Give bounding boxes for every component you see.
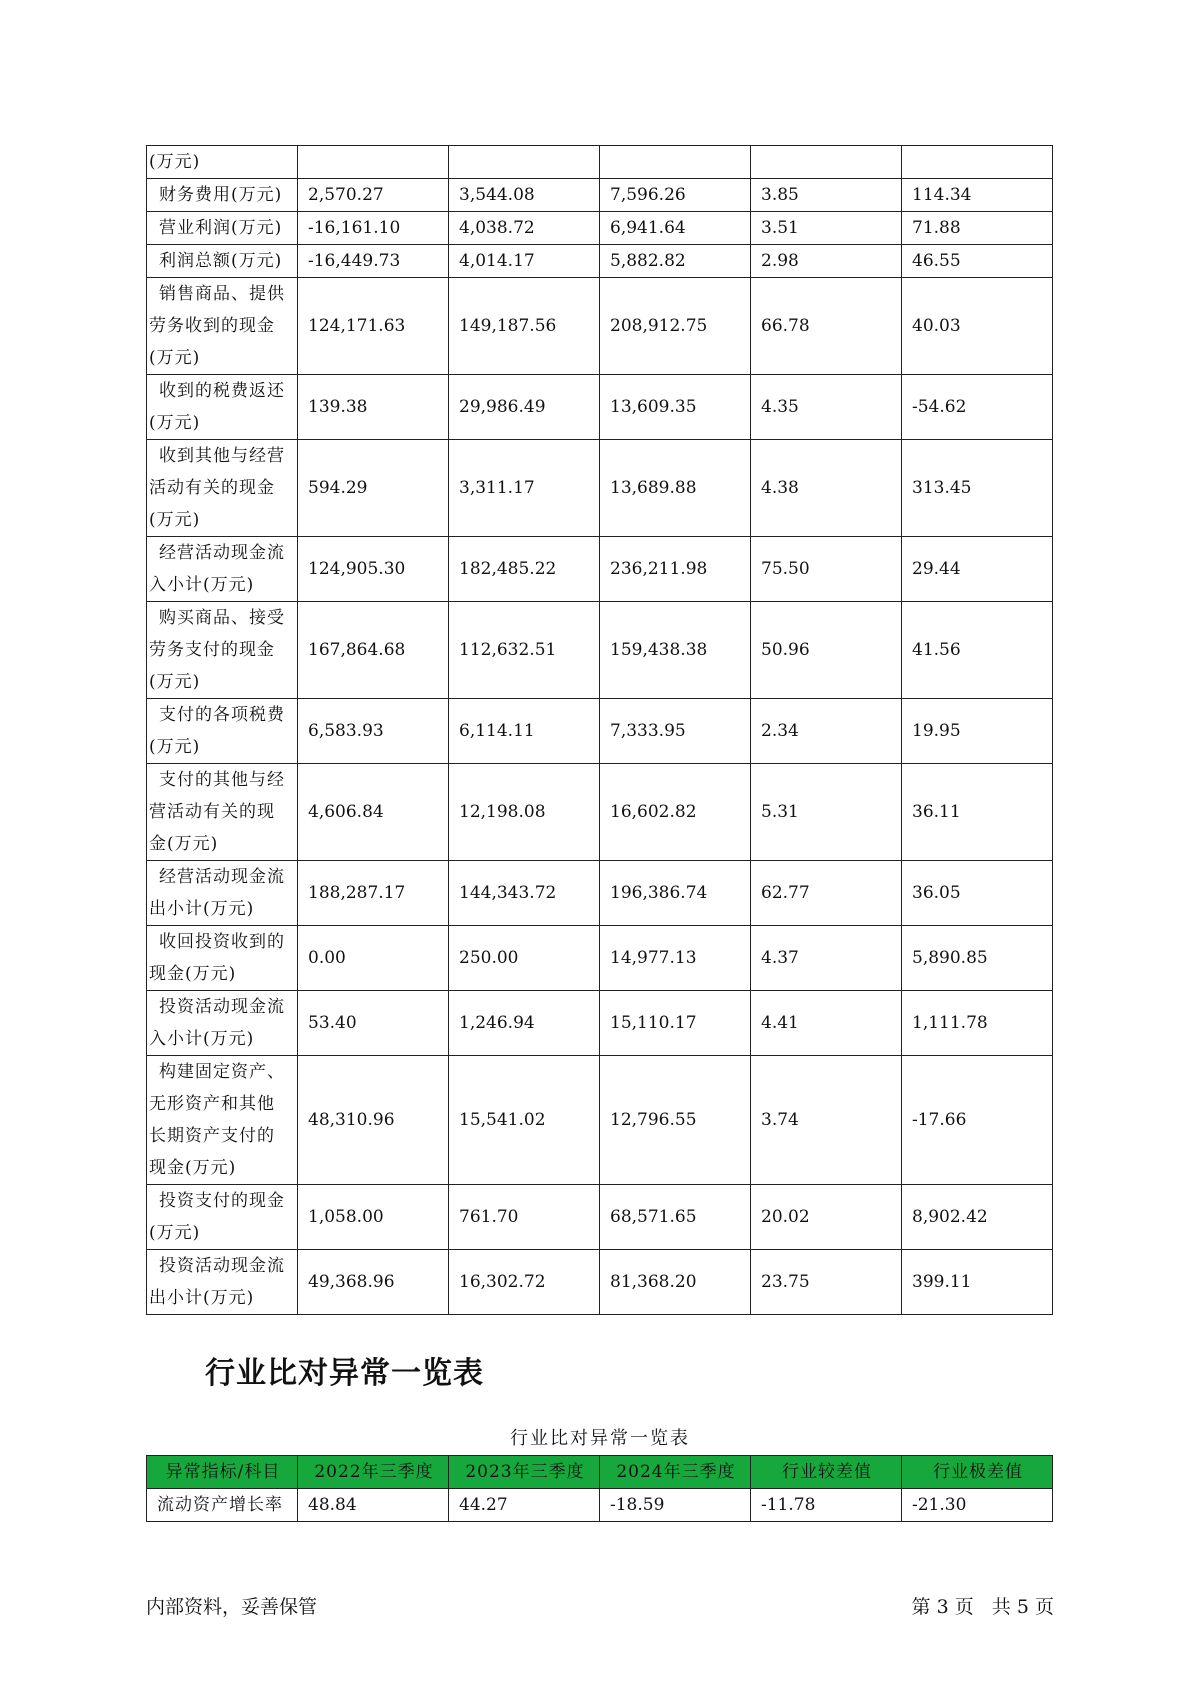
value-cell: 48,310.96 (298, 1056, 449, 1185)
row-label (147, 278, 298, 375)
table-caption: 行业比对异常一览表 (510, 1428, 690, 1449)
value-cell: 2.98 (751, 245, 902, 278)
value-cell: 188,287.17 (298, 861, 449, 926)
value-cell: 594.29 (298, 440, 449, 537)
table-header-row (147, 1456, 1053, 1489)
value-cell: 71.88 (902, 212, 1053, 245)
value-cell: 2,570.27 (298, 179, 449, 212)
row-label (147, 245, 298, 278)
table-row (147, 1250, 1053, 1315)
value-cell: 29,986.49 (449, 375, 600, 440)
value-cell: 236,211.98 (600, 537, 751, 602)
value-cell: 7,333.95 (600, 699, 751, 764)
row-label-text: 投资支付的现金 (万元) (149, 1191, 285, 1243)
value-cell: 208,912.75 (600, 278, 751, 375)
table-row (147, 991, 1053, 1056)
table-row (147, 440, 1053, 537)
value-cell (751, 146, 902, 179)
value-cell: 8,902.42 (902, 1185, 1053, 1250)
value-cell: 19.95 (902, 699, 1053, 764)
row-label-text: 投资活动现金流 入小计(万元) (149, 997, 285, 1049)
table-row (147, 1185, 1053, 1250)
value-cell: 4.41 (751, 991, 902, 1056)
row-label (147, 861, 298, 926)
value-cell: 313.45 (902, 440, 1053, 537)
industry-anomaly-table (146, 1455, 1053, 1522)
value-cell: 0.00 (298, 926, 449, 991)
value-cell: 124,905.30 (298, 537, 449, 602)
value-cell: -17.66 (902, 1056, 1053, 1185)
value-cell: 196,386.74 (600, 861, 751, 926)
value-cell: -54.62 (902, 375, 1053, 440)
value-cell: 1,058.00 (298, 1185, 449, 1250)
row-label-text: 收到其他与经营 活动有关的现金 (万元) (149, 446, 285, 530)
value-cell: 4,606.84 (298, 764, 449, 861)
row-label (147, 1056, 298, 1185)
table-row (147, 764, 1053, 861)
value-cell: 6,583.93 (298, 699, 449, 764)
value-cell: 112,632.51 (449, 602, 600, 699)
financial-table-body (147, 146, 1053, 1315)
value-cell: 75.50 (751, 537, 902, 602)
value-cell: 15,541.02 (449, 1056, 600, 1185)
row-label-text: 收到的税费返还 (万元) (149, 381, 285, 433)
value-cell: 36.05 (902, 861, 1053, 926)
table-row (147, 1056, 1053, 1185)
value-cell: 49,368.96 (298, 1250, 449, 1315)
value-cell: 3.51 (751, 212, 902, 245)
section-title: 行业比对异常一览表 (205, 1356, 484, 1391)
value-cell: 3,544.08 (449, 179, 600, 212)
value-cell: 149,187.56 (449, 278, 600, 375)
row-label (147, 1185, 298, 1250)
value-cell: 23.75 (751, 1250, 902, 1315)
row-label (147, 699, 298, 764)
header-cell: 行业极差值 (902, 1456, 1053, 1489)
value-cell: 53.40 (298, 991, 449, 1056)
value-cell (600, 146, 751, 179)
row-label-text: (万元) (149, 152, 201, 172)
value-cell: 7,596.26 (600, 179, 751, 212)
value-cell: 20.02 (751, 1185, 902, 1250)
row-label-text: 经营活动现金流 出小计(万元) (149, 867, 285, 919)
value-cell: 6,941.64 (600, 212, 751, 245)
value-cell: 16,602.82 (600, 764, 751, 861)
value-cell: 5,882.82 (600, 245, 751, 278)
value-cell: 12,198.08 (449, 764, 600, 861)
value-cell: -21.30 (902, 1489, 1053, 1522)
row-label-text: 销售商品、提供 劳务收到的现金 (万元) (149, 284, 285, 368)
row-label (147, 375, 298, 440)
value-cell: 36.11 (902, 764, 1053, 861)
row-label-text: 构建固定资产、 无形资产和其他 长期资产支付的 现金(万元) (149, 1062, 285, 1178)
value-cell: 46.55 (902, 245, 1053, 278)
value-cell: 66.78 (751, 278, 902, 375)
table-row (147, 699, 1053, 764)
value-cell: 5,890.85 (902, 926, 1053, 991)
value-cell: 144,343.72 (449, 861, 600, 926)
value-cell: 3,311.17 (449, 440, 600, 537)
value-cell: 81,368.20 (600, 1250, 751, 1315)
value-cell: 139.38 (298, 375, 449, 440)
row-label (147, 991, 298, 1056)
value-cell: 3.74 (751, 1056, 902, 1185)
row-label (147, 602, 298, 699)
value-cell: 29.44 (902, 537, 1053, 602)
row-label-text: 营业利润(万元) (159, 218, 283, 238)
value-cell: 48.84 (298, 1489, 449, 1522)
value-cell (902, 146, 1053, 179)
row-label-text: 财务费用(万元) (159, 185, 283, 205)
value-cell: 4.35 (751, 375, 902, 440)
footer-page-number: 第 3 页 共 5 页 (911, 1596, 1054, 1618)
table-row (147, 375, 1053, 440)
row-label (147, 440, 298, 537)
header-cell: 2022年三季度 (298, 1456, 449, 1489)
value-cell: 68,571.65 (600, 1185, 751, 1250)
value-cell: 6,114.11 (449, 699, 600, 764)
value-cell: 182,485.22 (449, 537, 600, 602)
row-label-text: 收回投资收到的 现金(万元) (149, 932, 285, 984)
header-cell: 行业较差值 (751, 1456, 902, 1489)
value-cell: 399.11 (902, 1250, 1053, 1315)
table-row (147, 602, 1053, 699)
value-cell: 13,689.88 (600, 440, 751, 537)
table-row (147, 212, 1053, 245)
value-cell: -11.78 (751, 1489, 902, 1522)
value-cell: 50.96 (751, 602, 902, 699)
value-cell: 15,110.17 (600, 991, 751, 1056)
value-cell: 4.38 (751, 440, 902, 537)
footer-confidential-note: 内部资料，妥善保管 (146, 1596, 318, 1618)
value-cell: 44.27 (449, 1489, 600, 1522)
value-cell: 4.37 (751, 926, 902, 991)
row-label-text: 支付的其他与经 营活动有关的现 金(万元) (149, 770, 285, 854)
row-label (147, 146, 298, 179)
table-row (147, 278, 1053, 375)
row-label-text: 购买商品、接受 劳务支付的现金 (万元) (149, 608, 285, 692)
value-cell: 167,864.68 (298, 602, 449, 699)
row-label-text: 投资活动现金流 出小计(万元) (149, 1256, 285, 1308)
table-row (147, 146, 1053, 179)
row-label-text: 支付的各项税费 (万元) (149, 705, 285, 757)
value-cell: 124,171.63 (298, 278, 449, 375)
value-cell: 761.70 (449, 1185, 600, 1250)
value-cell: -16,449.73 (298, 245, 449, 278)
value-cell: 5.31 (751, 764, 902, 861)
value-cell: 250.00 (449, 926, 600, 991)
value-cell: -16,161.10 (298, 212, 449, 245)
value-cell: 14,977.13 (600, 926, 751, 991)
value-cell: 159,438.38 (600, 602, 751, 699)
table-row (147, 1489, 1053, 1522)
row-label (147, 179, 298, 212)
row-label (147, 764, 298, 861)
value-cell: 114.34 (902, 179, 1053, 212)
financial-data-table (146, 145, 1053, 1315)
row-label-text: 经营活动现金流 入小计(万元) (149, 543, 285, 595)
value-cell: 62.77 (751, 861, 902, 926)
row-label (147, 926, 298, 991)
row-label (147, 537, 298, 602)
header-cell: 2023年三季度 (449, 1456, 600, 1489)
table-row (147, 245, 1053, 278)
value-cell: 4,038.72 (449, 212, 600, 245)
table-row (147, 179, 1053, 212)
value-cell: -18.59 (600, 1489, 751, 1522)
row-label (147, 1250, 298, 1315)
value-cell: 41.56 (902, 602, 1053, 699)
table-row (147, 537, 1053, 602)
value-cell: 12,796.55 (600, 1056, 751, 1185)
header-cell: 异常指标/科目 (147, 1456, 298, 1489)
value-cell: 13,609.35 (600, 375, 751, 440)
value-cell: 3.85 (751, 179, 902, 212)
value-cell: 1,246.94 (449, 991, 600, 1056)
row-label: 流动资产增长率 (147, 1489, 298, 1522)
row-label-text: 利润总额(万元) (159, 251, 283, 271)
value-cell: 1,111.78 (902, 991, 1053, 1056)
value-cell: 40.03 (902, 278, 1053, 375)
value-cell (298, 146, 449, 179)
table-row (147, 861, 1053, 926)
value-cell (449, 146, 600, 179)
row-label (147, 212, 298, 245)
value-cell: 4,014.17 (449, 245, 600, 278)
value-cell: 2.34 (751, 699, 902, 764)
value-cell: 16,302.72 (449, 1250, 600, 1315)
header-cell: 2024年三季度 (600, 1456, 751, 1489)
table-row (147, 926, 1053, 991)
